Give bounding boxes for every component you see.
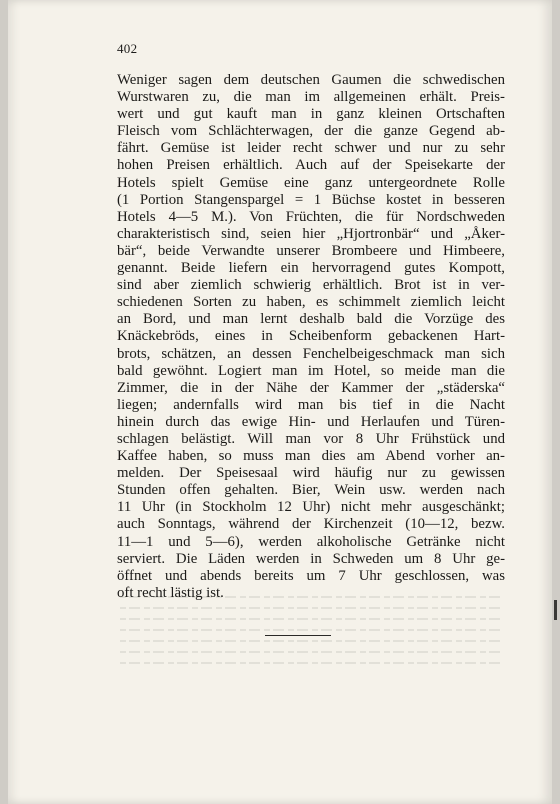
text-line: Weniger sagen dem deutschen Gaumen die schwedischen <box>117 72 505 88</box>
text-line: 11—1 und 5—6), werden alkoholische Getränke nicht <box>117 533 505 550</box>
text-line: Hotels spielt Gemüse eine ganz untergeordnete Rolle <box>117 174 505 191</box>
text-line: Hotels 4—5 M.). Von Früchten, die für Nordschweden <box>117 208 505 225</box>
text-line: fährt. Gemüse ist leider recht schwer und nur zu sehr <box>117 140 505 157</box>
text-line: Zimmer, die in der Nähe der Kammer der „städerska“ <box>117 379 505 396</box>
text-line: Kaffee haben, so muss man dies am Abend vorher an- <box>117 448 505 465</box>
text-line: serviert. Die Läden werden in Schweden um 8 Uhr ge- <box>117 550 505 567</box>
text-line: hohen Preisen erhältlich. Auch auf der Speisekarte der <box>117 157 505 174</box>
text-line: Wurstwaren zu, die man im allgemeinen erhält. Preis- <box>117 89 505 106</box>
show-through-line <box>120 651 500 653</box>
text-line: Stunden offen gehalten. Bier, Wein usw. werden nach <box>117 482 505 499</box>
text-line: bald gewöhnt. Logiert man im Hotel, so meide man die <box>117 362 505 379</box>
show-through-line <box>120 662 500 664</box>
show-through-text <box>120 588 500 723</box>
text-line: wert und gut kauft man in ganz kleinen Ortschaften <box>117 106 505 123</box>
text-line: brots, schätzen, an dessen Fenchelbeigeschmack man sich <box>117 345 505 362</box>
show-through-line <box>120 629 500 631</box>
show-through-line <box>120 618 500 620</box>
text-line: (1 Portion Stangenspargel = 1 Büchse kostet in besseren <box>117 191 505 208</box>
text-line: öffnet und abends bereits um 7 Uhr geschlossen, was <box>117 567 505 584</box>
body-text <box>117 72 505 602</box>
page-edge-mark <box>554 600 557 620</box>
text-line: Knäckebröds, eines in Scheibenform gebackenen Hart- <box>117 328 505 345</box>
text-line: schiedenen Sorten zu haben, es schimmelt ziemlich leicht <box>117 294 505 311</box>
page-number: 402 <box>117 41 138 56</box>
book-page <box>8 0 552 804</box>
text-line: schlagen belästigt. Will man vor 8 Uhr Frühstück und <box>117 430 505 447</box>
text-line: an Bord, und man lernt deshalb bald die Vorzüge des <box>117 311 505 328</box>
text-line: charakteristisch sind, seien hier „Hjortronbär“ und „Åker- <box>117 225 505 242</box>
text-line: bär“, beide Verwandte unserer Brombeere und Himbeere, <box>117 242 505 259</box>
text-line: oft recht lästig ist. <box>117 584 224 601</box>
text-line: hinein durch das ewige Hin- und Herlaufen und Türen- <box>117 413 505 430</box>
text-line: auch Sonntags, während der Kirchenzeit (10—12, bezw. <box>117 516 505 533</box>
text-line: melden. Der Speisesaal wird häufig nur zu gewissen <box>117 465 505 482</box>
text-line: 11 Uhr (in Stockholm 12 Uhr) nicht mehr ausgeschänkt; <box>117 499 505 516</box>
text-line: sind aber ziemlich schwierig erhältlich. Brot ist in ver- <box>117 277 505 294</box>
text-line: liegen; andernfalls wird man bis tief in die Nacht <box>117 396 505 413</box>
text-line: Fleisch vom Schlächterwagen, der die ganze Gegend ab- <box>117 123 505 140</box>
section-divider <box>265 635 331 636</box>
text-line: genannt. Beide liefern ein hervorragend gutes Kompott, <box>117 260 505 277</box>
show-through-line <box>120 640 500 642</box>
show-through-line <box>120 607 500 609</box>
